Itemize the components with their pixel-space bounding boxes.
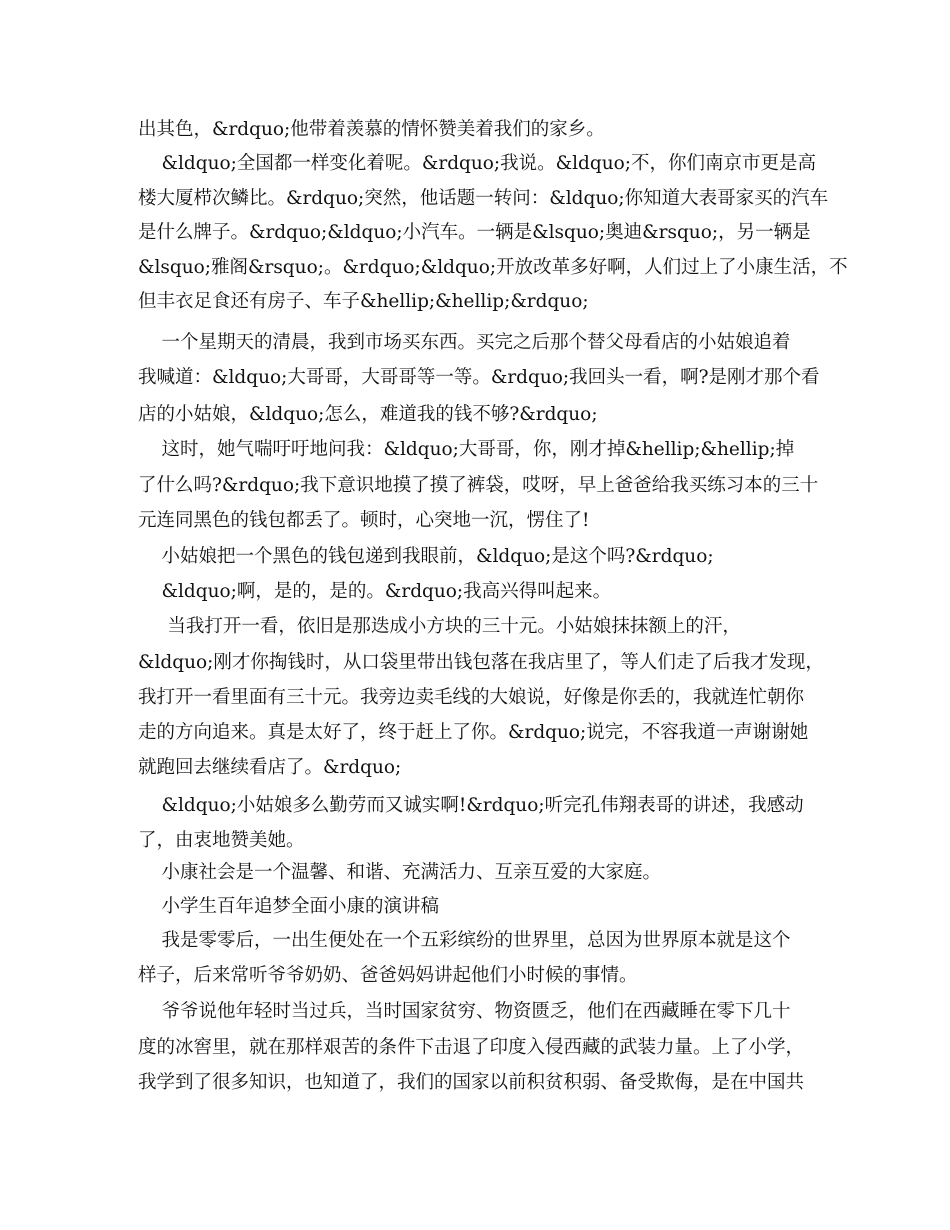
text-line: 店的小姑娘，&ldquo;怎么，难道我的钱不够?&rdquo; — [138, 404, 598, 425]
text-line: 小学生百年追梦全面小康的演讲稿 — [138, 896, 440, 917]
text-line: &ldquo;啊，是的，是的。&rdquo;我高兴得叫起来。 — [138, 581, 612, 602]
text-line: 就跑回去继续看店了。&rdquo; — [138, 757, 402, 778]
text-line: 走的方向追来。真是太好了，终于赶上了你。&rdquo;说完，不容我道一声谢谢她 — [138, 722, 809, 743]
text-line: &lsquo;雅阁&rsquo;。&rdquo;&ldquo;开放改革多好啊，人们过上了小康生活，不 — [138, 257, 848, 278]
text-line: 样子，后来常听爷爷奶奶、爸爸妈妈讲起他们小时候的事情。 — [138, 965, 638, 986]
text-line: 小康社会是一个温馨、和谐、充满活力、互亲互爱的大家庭。 — [138, 862, 662, 883]
text-line: 了，由衷地赞美她。 — [138, 830, 305, 851]
text-line: 度的冰窖里，就在那样艰苦的条件下击退了印度入侵西藏的武装力量。上了小学， — [138, 1037, 805, 1058]
text-line: 元连同黑色的钱包都丢了。顿时，心突地一沉，愣住了! — [138, 510, 590, 531]
text-line: &ldquo;全国都一样变化着呢。&rdquo;我说。&ldquo;不，你们南京市更是高 — [138, 153, 817, 174]
text-line: 是什么牌子。&rdquo;&ldquo;小汽车。一辆是&lsquo;奥迪&rsquo;，另一辆是 — [138, 222, 811, 243]
text-line: &ldquo;刚才你掏钱时，从口袋里带出钱包落在我店里了，等人们走了后我才发现， — [138, 652, 824, 673]
text-line: 楼大厦栉次鳞比。&rdquo;突然，他话题一转问：&ldquo;你知道大表哥家买的汽车 — [138, 188, 829, 209]
text-line: 我喊道：&ldquo;大哥哥，大哥哥等一等。&rdquo;我回头一看，啊?是刚才那个看 — [138, 367, 820, 388]
text-line: 爷爷说他年轻时当过兵，当时国家贫穷、物资匮乏，他们在西藏睡在零下几十 — [138, 1001, 791, 1022]
text-line: 我打开一看里面有三十元。我旁边卖毛线的大娘说，好像是你丢的，我就连忙朝你 — [138, 687, 805, 708]
text-line: 我学到了很多知识，也知道了，我们的国家以前积贫积弱、备受欺侮，是在中国共 — [138, 1072, 805, 1093]
text-line: 小姑娘把一个黑色的钱包递到我眼前，&ldquo;是这个吗?&rdquo; — [138, 546, 714, 567]
text-line: 但丰衣足食还有房子、车子&hellip;&hellip;&rdquo; — [138, 291, 589, 312]
text-line: 当我打开一看，依旧是那迭成小方块的三十元。小姑娘抹抹额上的汗， — [138, 616, 741, 637]
text-line: 一个星期天的清晨，我到市场买东西。买完之后那个替父母看店的小姑娘追着 — [138, 332, 791, 353]
text-line: 了什么吗?&rdquo;我下意识地摸了摸了裤袋，哎呀，早上爸爸给我买练习本的三十 — [138, 475, 819, 496]
text-line: 我是零零后，一出生便处在一个五彩缤纷的世界里，总因为世界原本就是这个 — [138, 930, 791, 951]
text-line: 这时，她气喘吁吁地问我：&ldquo;大哥哥，你，刚才掉&hellip;&hellip;掉 — [138, 439, 795, 460]
text-line: &ldquo;小姑娘多么勤劳而又诚实啊!&rdquo;听完孔伟翔表哥的讲述，我感动 — [138, 795, 804, 816]
text-line: 出其色，&rdquo;他带着羡慕的情怀赞美着我们的家乡。 — [138, 119, 605, 140]
